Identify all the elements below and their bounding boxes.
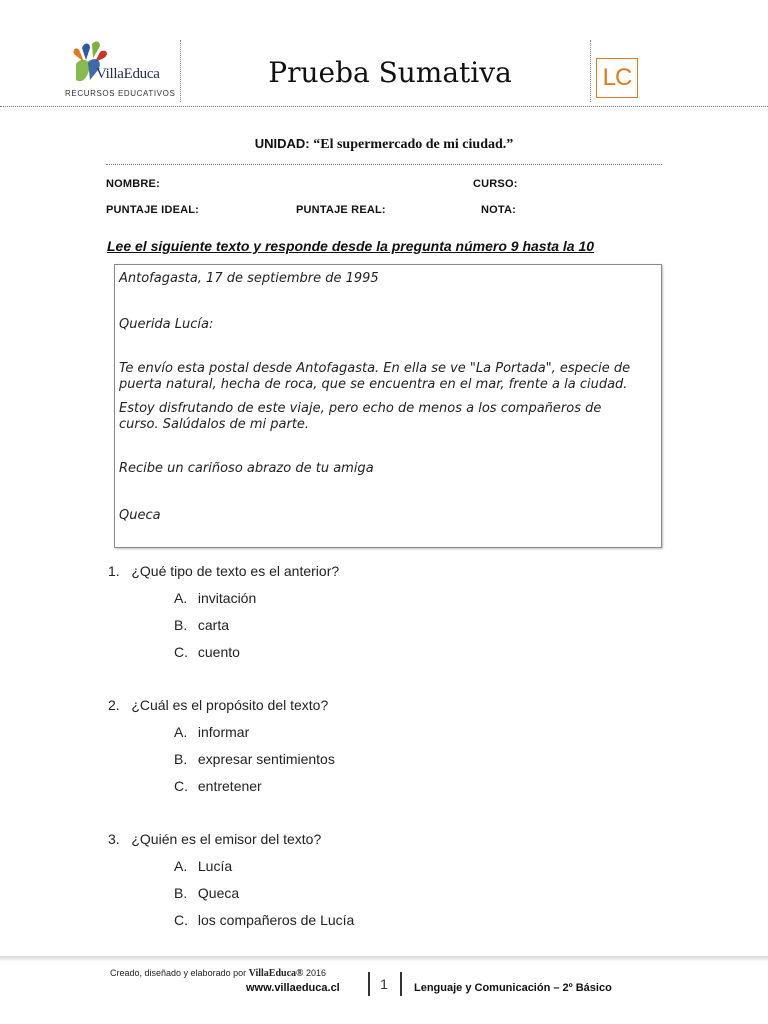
logo-text: VillaEduca	[96, 66, 160, 82]
answer-option[interactable]	[174, 858, 232, 874]
option-text: expresar sentimientos	[197, 751, 335, 767]
instruction: Lee el siguiente texto y responde desde la pregunta número 9 hasta la 10	[107, 238, 595, 254]
option-letter: B.	[174, 885, 188, 901]
footer-credit-brand: VillaEduca®	[248, 968, 304, 979]
question-3	[108, 831, 668, 928]
curso-field[interactable]: CURSO:	[473, 178, 518, 190]
letter-greeting: Querida Lucía:	[119, 317, 214, 332]
option-text: carta	[197, 617, 230, 633]
question-number: 3.	[108, 831, 120, 847]
letter-signature: Queca	[119, 508, 161, 523]
letter-paragraph-2-line-2: curso. Salúdalos de mi parte.	[119, 417, 310, 432]
footer-credit-prefix: Creado, diseñado y elaborado por	[110, 968, 247, 978]
question-number: 2.	[108, 697, 120, 713]
puntaje-ideal-field[interactable]: PUNTAJE IDEAL:	[106, 204, 200, 216]
option-text: Queca	[197, 885, 240, 901]
letter-paragraph-1-line-1: Te envío esta postal desde Antofagasta. En ella se ve "La Portada", especie de	[119, 361, 631, 376]
footer-divider	[0, 956, 768, 962]
option-text: los compañeros de Lucía	[197, 912, 355, 928]
logo-tagline: RECURSOS EDUCATIVOS	[65, 89, 176, 98]
question-prompt: ¿Cuál es el propósito del texto?	[131, 697, 329, 713]
question-text	[108, 697, 668, 713]
footer-separator-left	[368, 972, 370, 996]
option-letter: C.	[174, 912, 188, 928]
option-letter: C.	[174, 644, 188, 660]
footer-credit-year: 2016	[306, 968, 327, 978]
letter-box	[114, 264, 662, 548]
option-text: informar	[197, 724, 250, 740]
answer-option[interactable]	[174, 778, 262, 794]
letter-date: Antofagasta, 17 de septiembre de 1995	[119, 271, 379, 286]
question-prompt: ¿Qué tipo de texto es el anterior?	[131, 563, 340, 579]
header-divider-right	[590, 40, 591, 102]
question-number: 1.	[108, 563, 120, 579]
unidad-value: “El supermercado de mi ciudad.”	[313, 137, 514, 152]
unidad-rule	[106, 164, 662, 165]
option-letter: A.	[174, 858, 188, 874]
option-text: cuento	[197, 644, 240, 660]
subject-badge: LC	[596, 58, 638, 98]
letter-paragraph-2-line-1: Estoy disfrutando de este viaje, pero echo de menos a los compañeros de	[119, 401, 602, 416]
footer-credit	[110, 968, 326, 979]
footer-website-link[interactable]: www.villaeduca.cl	[246, 982, 340, 994]
footer-subject: Lenguaje y Comunicación – 2º Básico	[414, 982, 612, 994]
answer-option[interactable]	[174, 590, 256, 606]
header-rule	[0, 106, 768, 107]
option-letter: B.	[174, 751, 188, 767]
header-divider-left	[180, 40, 181, 102]
question-text	[108, 563, 668, 579]
option-text: invitación	[197, 590, 257, 606]
question-prompt: ¿Quién es el emisor del texto?	[131, 831, 322, 847]
unidad-label: UNIDAD:	[254, 136, 310, 151]
question-2	[108, 697, 668, 794]
answer-option[interactable]	[174, 724, 249, 740]
option-text: entretener	[197, 778, 262, 794]
option-letter: C.	[174, 778, 188, 794]
unidad-line	[100, 136, 668, 153]
page-number: 1	[380, 976, 388, 992]
answer-option[interactable]	[174, 617, 229, 633]
nota-field[interactable]: NOTA:	[481, 204, 517, 216]
letter-closing: Recibe un cariñoso abrazo de tu amiga	[119, 461, 374, 476]
nombre-field[interactable]: NOMBRE:	[106, 178, 160, 190]
answer-option[interactable]	[174, 751, 335, 767]
option-letter: A.	[174, 724, 188, 740]
option-letter: B.	[174, 617, 188, 633]
answer-option[interactable]	[174, 644, 240, 660]
answer-option[interactable]	[174, 885, 239, 901]
footer-separator-right	[400, 972, 402, 996]
option-letter: A.	[174, 590, 188, 606]
puntaje-real-field[interactable]: PUNTAJE REAL:	[296, 204, 386, 216]
option-text: Lucía	[197, 858, 233, 874]
answer-option[interactable]	[174, 912, 354, 928]
question-text	[108, 831, 668, 847]
header	[0, 0, 768, 110]
letter-paragraph-1-line-2: puerta natural, hecha de roca, que se encuentra en el mar, frente a la ciudad.	[119, 377, 628, 392]
page-title: Prueba Sumativa	[268, 56, 512, 89]
question-1	[108, 563, 668, 660]
